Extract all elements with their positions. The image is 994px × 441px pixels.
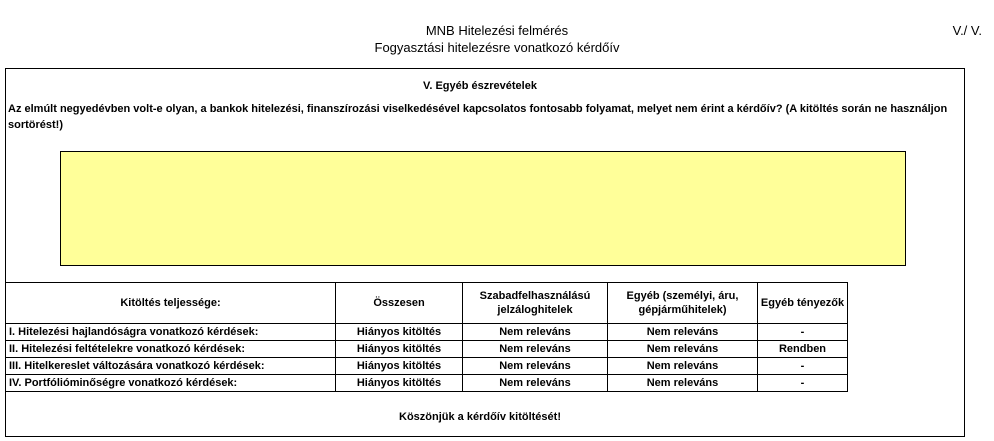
cell-other-loans: Nem releváns — [608, 375, 758, 392]
cell-other-factors: - — [758, 324, 848, 341]
cell-total: Hiányos kitöltés — [336, 324, 463, 341]
cell-other-loans: Nem releváns — [608, 358, 758, 375]
survey-title: MNB Hitelezési felmérés — [425, 23, 569, 38]
cell-mortgage: Nem releváns — [463, 341, 608, 358]
table-row — [6, 358, 848, 375]
cell-mortgage: Nem releváns — [463, 358, 608, 375]
cell-other-loans: Nem releváns — [608, 324, 758, 341]
completeness-table — [5, 282, 848, 392]
cell-other-factors: - — [758, 375, 848, 392]
cell-mortgage: Nem releváns — [463, 375, 608, 392]
question-text: Az elmúlt negyedévben volt-e olyan, a bankok hitelezési, finanszírozási viselkedésével kapcsolatos fontosabb folyamat, melyet nem érint a kérdőív? (A kitöltés során ne használjon sortörést!) — [8, 103, 948, 131]
survey-subtitle: Fogyasztási hitelezésre vonatkozó kérdőív — [374, 40, 620, 55]
table-row — [6, 341, 848, 358]
cell-mortgage: Nem releváns — [463, 324, 608, 341]
answer-input-cell[interactable] — [60, 151, 906, 266]
col-header-mortgage: Szabadfelhasználású jelzáloghitelek — [463, 283, 608, 324]
cell-other-factors: Rendben — [758, 341, 848, 358]
cell-total: Hiányos kitöltés — [336, 375, 463, 392]
cell-total: Hiányos kitöltés — [336, 341, 463, 358]
col-header-other-loans: Egyéb (személyi, áru, gépjárműhitelek) — [608, 283, 758, 324]
col-header-completeness: Kitöltés teljessége: — [6, 283, 336, 324]
cell-total: Hiányos kitöltés — [336, 358, 463, 375]
row-label: II. Hitelezési feltételekre vonatkozó kérdések: — [6, 341, 336, 358]
table-row — [6, 324, 848, 341]
table-row — [6, 375, 848, 392]
row-label: I. Hitelezési hajlandóságra vonatkozó kérdések: — [6, 324, 336, 341]
thanks-message: Köszönjük a kérdőív kitöltését! — [399, 411, 561, 423]
col-header-total: Összesen — [336, 283, 463, 324]
page-indicator: V./ V. — [952, 23, 982, 38]
col-header-other-factors: Egyéb tényezők — [758, 283, 848, 324]
row-label: III. Hitelkereslet változására vonatkozó kérdések: — [6, 358, 336, 375]
cell-other-factors: - — [758, 358, 848, 375]
section-title: V. Egyéb észrevételek — [423, 80, 537, 92]
row-label: IV. Portfólióminőségre vonatkozó kérdések: — [6, 375, 336, 392]
cell-other-loans: Nem releváns — [608, 341, 758, 358]
completeness-header-row — [6, 283, 848, 324]
